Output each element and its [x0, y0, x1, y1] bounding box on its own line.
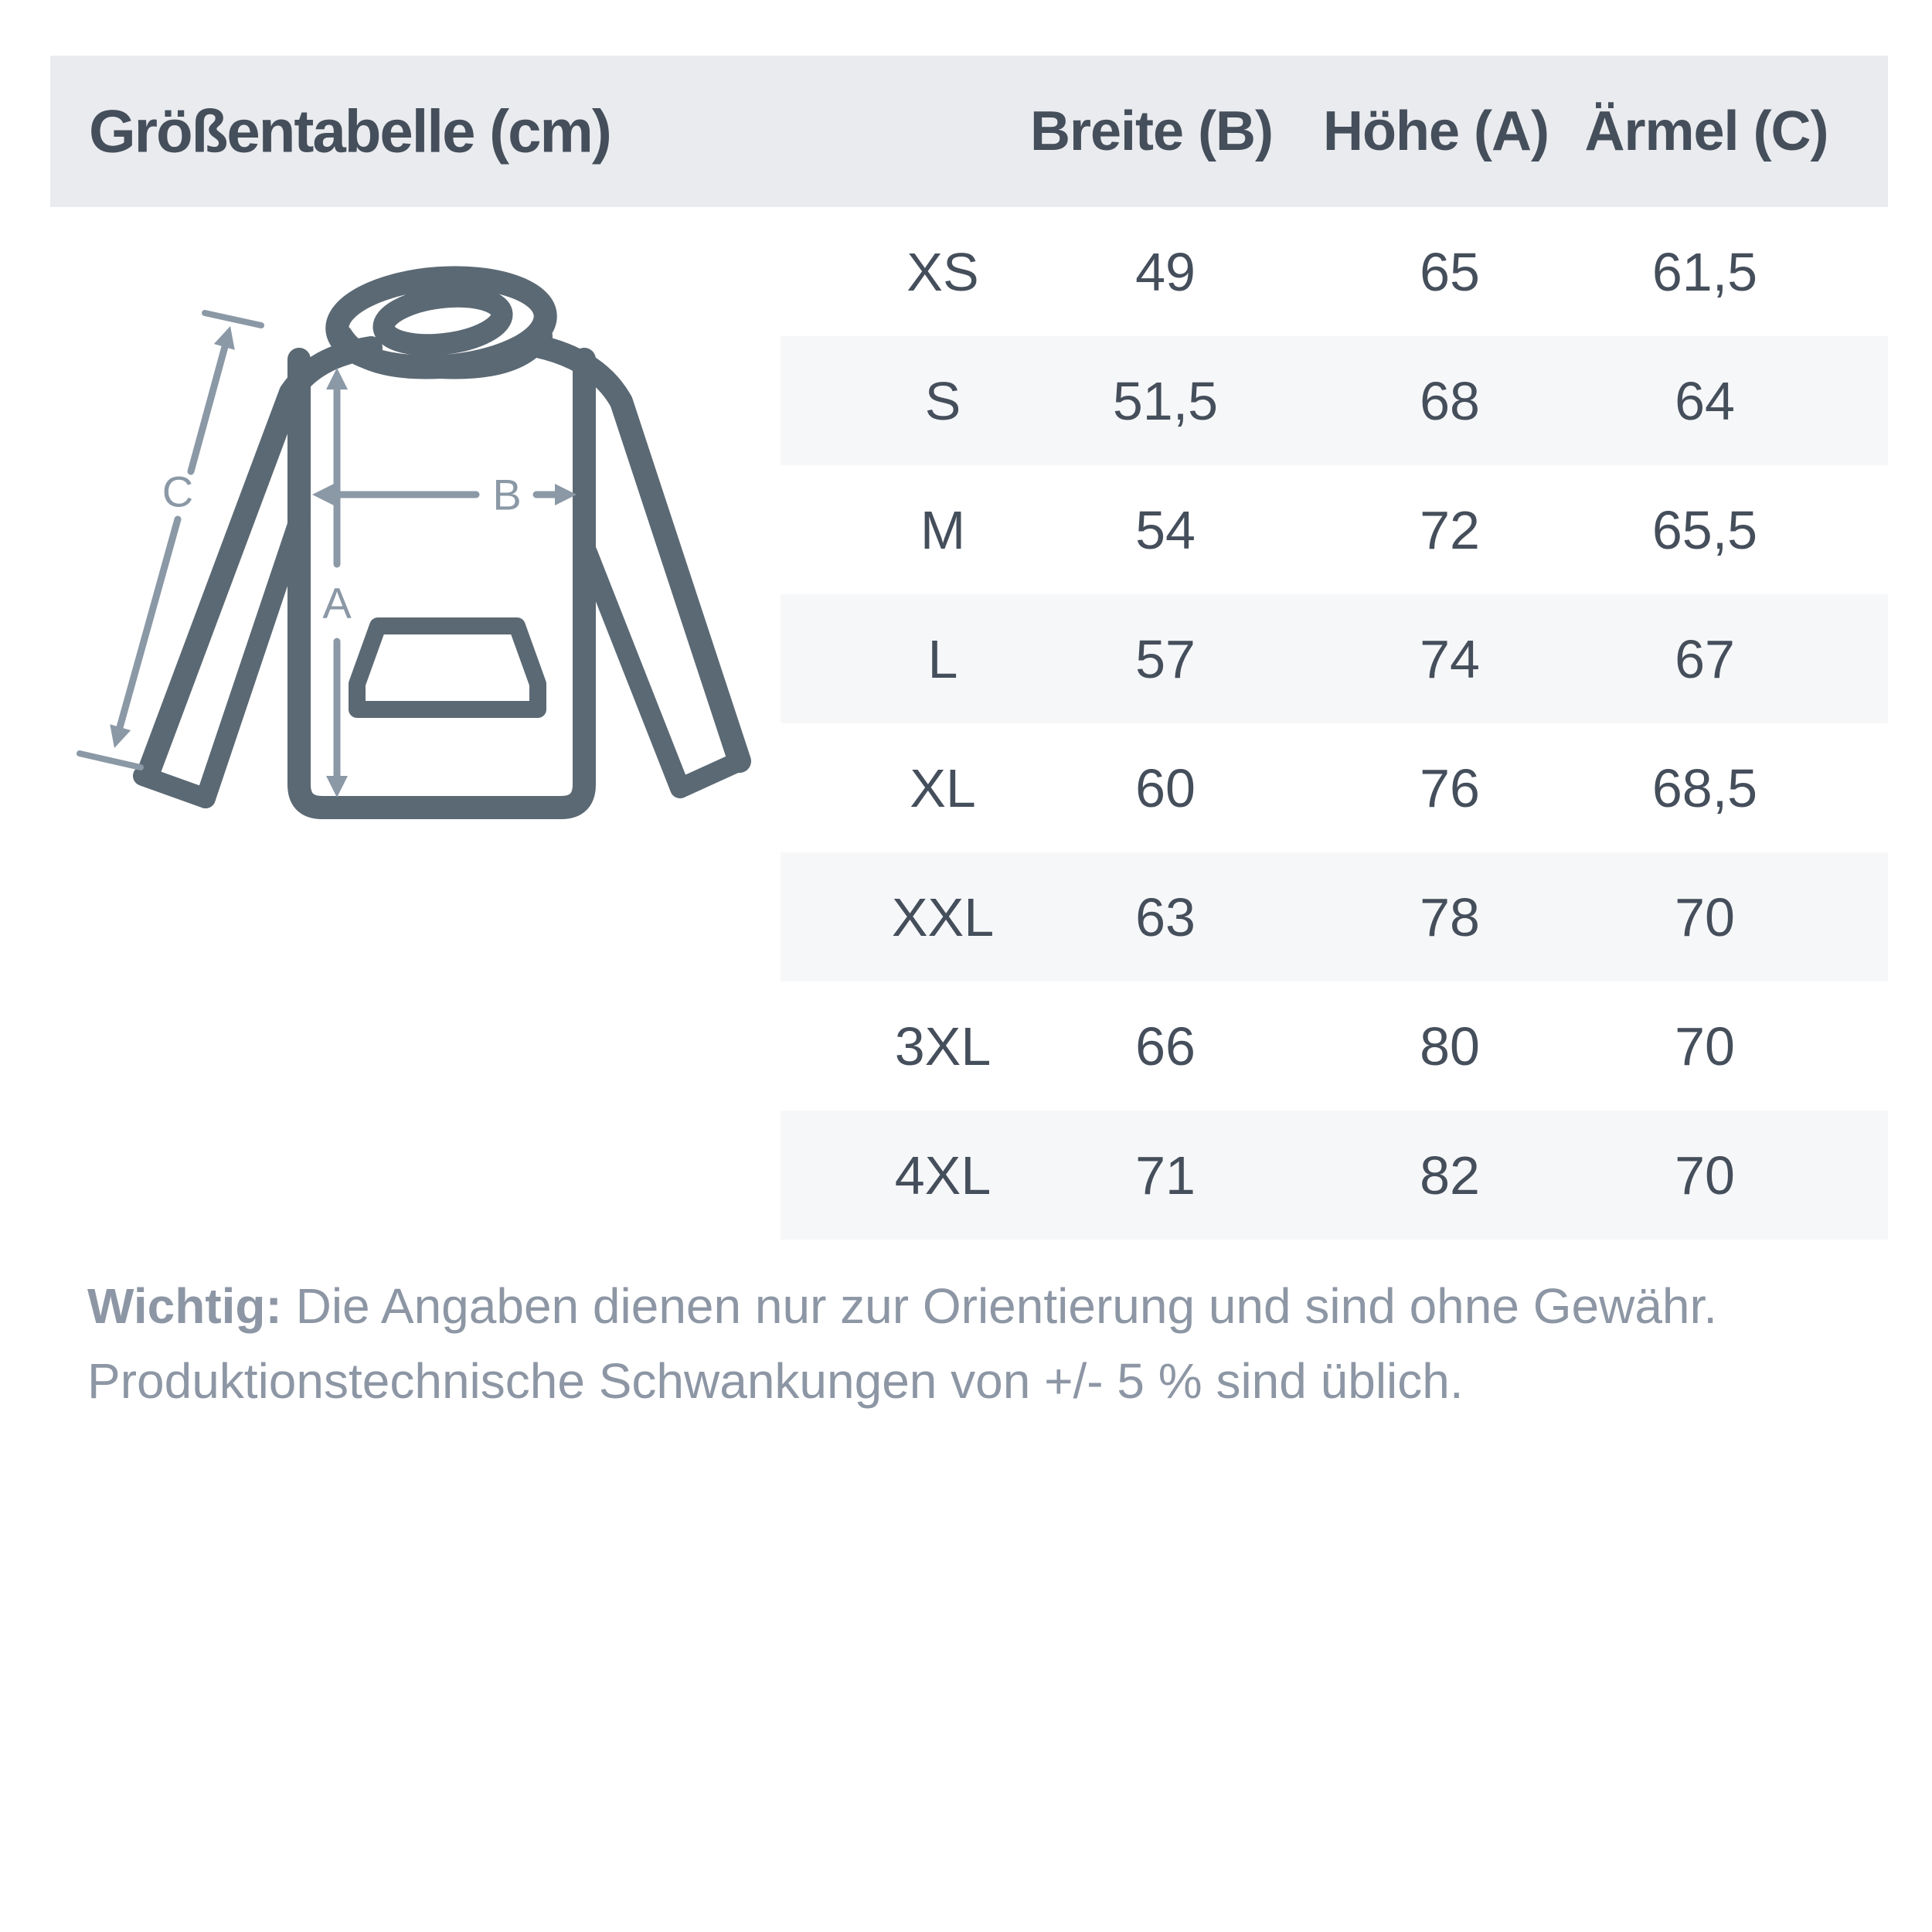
hoodie-pocket: [357, 626, 538, 709]
footer-line-1-text: Die Angaben dienen nur zur Orientierung und sind ohne Gewähr.: [281, 1278, 1718, 1334]
cell-size: XS: [906, 241, 979, 302]
cell-breite: 66: [1135, 1015, 1196, 1077]
dimension-a-arrow: [322, 368, 352, 798]
cell-size: L: [927, 628, 958, 689]
arrow-left-icon: [312, 484, 334, 505]
cell-aermel: 70: [1675, 1015, 1735, 1077]
table-row: [781, 336, 1888, 465]
cell-breite: 49: [1135, 241, 1196, 302]
cell-aermel: 68,5: [1651, 757, 1758, 818]
cell-hoehe: 74: [1420, 628, 1480, 689]
arrow-up-right-icon: [214, 323, 241, 350]
cell-aermel: 61,5: [1651, 241, 1758, 302]
cell-breite: 54: [1135, 499, 1196, 560]
dimension-label-b: B: [492, 470, 522, 519]
cell-aermel: 70: [1675, 886, 1735, 947]
cell-hoehe: 72: [1420, 499, 1480, 560]
column-header-breite: Breite (B): [1029, 100, 1274, 162]
cell-size: XL: [910, 757, 976, 818]
page-title: Größentabelle (cm): [89, 97, 611, 165]
cell-breite: 71: [1135, 1145, 1196, 1206]
dimension-label-c: C: [162, 467, 194, 516]
dimension-b-arrow: [312, 471, 577, 519]
hoodie-outline: [143, 271, 740, 808]
footer-line-1: [87, 1269, 1857, 1344]
table-row: [781, 207, 1888, 336]
cell-hoehe: 78: [1420, 886, 1480, 947]
cell-size: M: [920, 499, 966, 560]
cell-size: S: [924, 370, 961, 431]
column-header-aermel: Ärmel (C): [1584, 100, 1828, 162]
cell-hoehe: 68: [1420, 370, 1480, 431]
hoodie-right-sleeve-inner: [587, 553, 680, 788]
cell-aermel: 64: [1675, 370, 1735, 431]
cell-aermel: 67: [1675, 628, 1735, 689]
table-row: [781, 465, 1888, 594]
cell-aermel: 70: [1675, 1145, 1735, 1206]
hoodie-right-sleeve-outer: [526, 344, 740, 761]
table-row: [781, 852, 1888, 981]
hood-inner-ring: [381, 291, 505, 351]
arrow-down-left-icon: [104, 724, 131, 751]
dimension-label-a: A: [322, 578, 352, 628]
cell-hoehe: 65: [1420, 241, 1480, 302]
cell-breite: 57: [1135, 628, 1196, 689]
hoodie-diagram-icon: [62, 216, 796, 881]
table-row: [781, 723, 1888, 852]
table-row: [781, 594, 1888, 723]
cell-hoehe: 82: [1420, 1145, 1480, 1206]
column-header-hoehe: Höhe (A): [1323, 100, 1549, 162]
cell-breite: 63: [1135, 886, 1196, 947]
cell-hoehe: 80: [1420, 1015, 1480, 1077]
cell-breite: 51,5: [1112, 370, 1219, 431]
footer-note: [87, 1269, 1857, 1419]
arrow-down-icon: [326, 776, 348, 798]
size-table-rows: [781, 207, 1888, 1240]
cell-aermel: 65,5: [1651, 499, 1758, 560]
footer-important-label: Wichtig:: [87, 1278, 282, 1334]
table-row: [781, 981, 1888, 1111]
cell-size: XXL: [891, 886, 995, 947]
table-row: [781, 1111, 1888, 1240]
cell-size: 4XL: [894, 1145, 992, 1206]
header-bar: [50, 56, 1888, 207]
cell-breite: 60: [1135, 757, 1196, 818]
cell-size: 3XL: [894, 1015, 992, 1077]
footer-line-2: Produktionstechnische Schwankungen von +/- 5 % sind üblich.: [87, 1353, 1464, 1409]
cell-hoehe: 76: [1420, 757, 1480, 818]
